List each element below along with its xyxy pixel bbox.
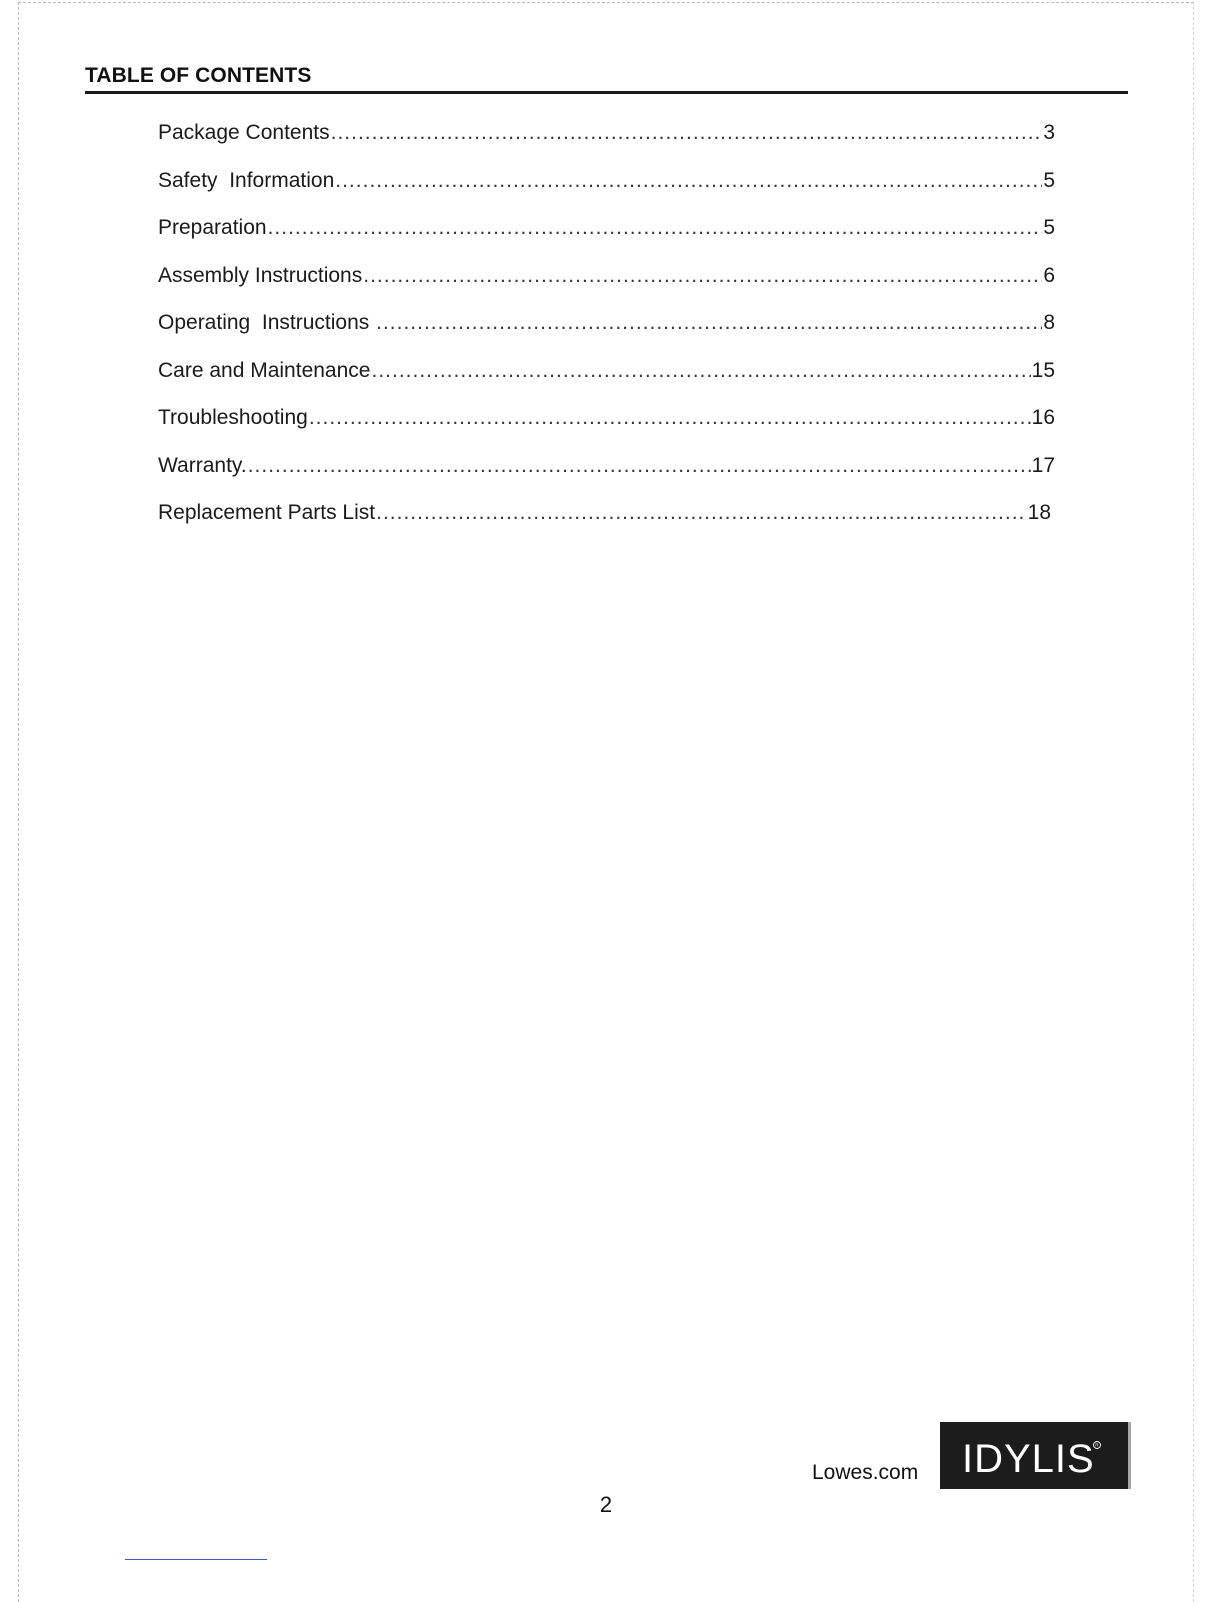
toc-entry-title: Replacement Parts List: [158, 501, 376, 524]
toc-entry-page: 8: [1043, 311, 1055, 334]
toc-dot-leader: [331, 117, 1043, 149]
toc-dot-leader: [309, 402, 1031, 434]
brand-logo: [940, 1422, 1128, 1489]
toc-entry-warranty[interactable]: [158, 450, 1055, 498]
toc-entry-title: Safety Information: [158, 168, 335, 192]
toc-entry-page: 17: [1031, 453, 1055, 477]
toc-entry-troubleshooting[interactable]: [158, 402, 1055, 450]
heading-rule: [85, 91, 1128, 94]
toc-entry-preparation[interactable]: [158, 212, 1055, 260]
toc-entry-page: 6: [1043, 263, 1055, 287]
toc-entry-safety-information[interactable]: [158, 165, 1055, 213]
toc-list: [158, 117, 1055, 545]
toc-entry-page: 16: [1031, 406, 1055, 429]
toc-heading: TABLE OF CONTENTS: [85, 64, 312, 87]
toc-entry-title: Warranty.: [158, 453, 247, 477]
toc-entry-title: Operating Instructions: [158, 311, 376, 334]
page-number: 2: [599, 1492, 613, 1517]
toc-entry-care-and-maintenance[interactable]: [158, 355, 1055, 403]
toc-dot-leader: [371, 355, 1030, 387]
toc-entry-package-contents[interactable]: [158, 117, 1055, 165]
toc-entry-page: 15: [1031, 358, 1055, 382]
toc-entry-title: Troubleshooting: [158, 406, 308, 429]
toc-entry-replacement-parts-list[interactable]: [158, 497, 1051, 545]
toc-dot-leader: [268, 212, 1043, 244]
toc-entry-page: 18: [1027, 501, 1051, 524]
toc-entry-title: Care and Maintenance: [158, 358, 371, 382]
svg-text:R: R: [1095, 1442, 1099, 1448]
brand-logo-mark: [940, 1422, 1128, 1489]
bottom-link-underline: [125, 1559, 267, 1560]
footer-website[interactable]: Lowes.com: [812, 1461, 919, 1484]
toc-entry-title: Preparation: [158, 216, 267, 239]
toc-entry-assembly-instructions[interactable]: [158, 260, 1055, 308]
toc-dot-leader: [363, 260, 1042, 292]
toc-entry-page: 5: [1043, 216, 1055, 239]
toc-dot-leader: [376, 497, 1027, 529]
brand-logo-text: IDYLIS: [962, 1437, 1095, 1481]
toc-entry-page: 3: [1043, 121, 1055, 144]
toc-dot-leader: [376, 307, 1042, 339]
toc-entry-title: Assembly Instructions: [158, 263, 363, 287]
toc-dot-leader: [248, 450, 1031, 482]
toc-entry-page: 5: [1043, 168, 1055, 192]
toc-entry-operating-instructions[interactable]: [158, 307, 1055, 355]
toc-dot-leader: [335, 165, 1042, 197]
toc-entry-title: Package Contents: [158, 121, 330, 144]
